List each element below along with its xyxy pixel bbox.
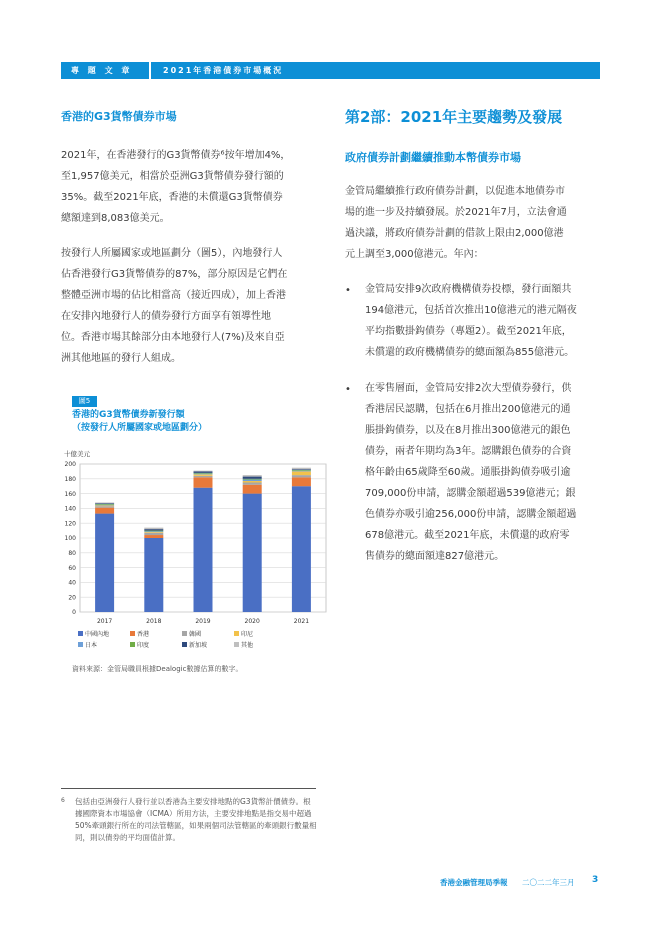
y-tick-label: 140 [64, 505, 76, 513]
paragraph-issuer-breakdown [61, 243, 287, 369]
bar-segment [292, 477, 311, 486]
footnote-divider [61, 788, 316, 789]
text-line: 未償還的政府機構債券的總面額為855億港元。 [365, 347, 575, 358]
x-tick-label: 2019 [195, 618, 211, 625]
bar-segment [292, 469, 311, 470]
legend-label: 新加坡 [189, 642, 208, 649]
bullet-retail [365, 378, 576, 567]
bar-segment [292, 471, 311, 472]
y-tick-label: 0 [72, 609, 76, 617]
chart-title [72, 409, 207, 435]
bar-segment [144, 529, 163, 530]
paragraph-gbp [345, 181, 567, 265]
bar-segment [292, 486, 311, 612]
bar-segment [144, 528, 163, 529]
bar-segment [292, 470, 311, 471]
bar-segment [194, 477, 213, 487]
bar-segment [292, 475, 311, 477]
section-heading: 香港的G3貨幣債券市場 [61, 110, 177, 123]
legend-label: 其他 [241, 642, 254, 649]
legend-swatch [130, 642, 135, 647]
footnote-text: 包括由亞洲發行人發行並以香港為主要安排地點的G3貨幣計價債券。根據國際資本市場協會（ICMA）所用方法，主要安排地點是指交易中超過50%牽頭銀行所在的司法管轄區，如果兩個司法管轄區的牽頭銀行數量相同，則以債券的平均面值計算。 [75, 797, 317, 842]
legend-swatch [234, 631, 239, 636]
y-tick-label: 40 [68, 579, 76, 587]
bar-segment [144, 531, 163, 532]
text-line: 194億港元，包括首次推出10億港元的港元隔夜 [365, 305, 577, 316]
text-line: 平均指數掛鈎債券（專題2）。截至2021年底， [365, 326, 572, 337]
text-line: 至1,957億美元，相當於亞洲G3貨幣債券發行額的 [61, 171, 284, 182]
legend-label: 日本 [85, 642, 98, 649]
legend-label: 香港 [137, 631, 150, 638]
bullet-marker: • [345, 285, 351, 296]
bar-segment [243, 479, 262, 480]
legend-swatch [130, 631, 135, 636]
text-line: 債券，兩者年期均為3年。認購銀色債券的合資 [365, 446, 572, 457]
y-tick-label: 20 [68, 594, 76, 602]
legend-swatch [182, 631, 187, 636]
y-tick-label: 120 [64, 520, 76, 528]
chart-subtitle-line: （按發行人所屬國家或地區劃分） [72, 423, 208, 433]
bar-segment [243, 477, 262, 479]
text-line: 在零售層面，金管局安排2次大型債券發行，供 [365, 383, 572, 394]
bar-segment [95, 506, 114, 507]
y-tick-label: 160 [64, 490, 76, 498]
y-axis-unit-label: 十億美元 [64, 450, 90, 458]
bar-segment [144, 533, 163, 535]
running-title: 2021年香港債券市場概況 [151, 62, 600, 79]
footnote-number: 6 [61, 797, 65, 804]
legend-swatch [234, 642, 239, 647]
bar-segment [243, 494, 262, 612]
legend-label: 中國內地 [85, 631, 110, 638]
bar-segment [144, 531, 163, 532]
text-line: 678億港元。截至2021年底，未償還的政府零 [365, 530, 570, 541]
text-line: 在安排內地發行人的債券發行方面享有領導性地 [61, 311, 271, 322]
text-line: 過決議，將政府債券計劃的借款上限由2,000億港 [345, 228, 564, 239]
x-tick-label: 2021 [293, 618, 310, 625]
bar-segment [144, 532, 163, 533]
bar-segment [243, 485, 262, 494]
legend-swatch [78, 631, 83, 636]
text-line: 場的進一步及持續發展。於2021年7月，立法會通 [345, 207, 567, 218]
paragraph-g3-overview [61, 145, 290, 229]
text-line: 709,000份申請，認購金額超過539億港元；銀 [365, 488, 576, 499]
chart-number-badge: 圖5 [72, 396, 97, 407]
bar-segment [194, 488, 213, 612]
sub-heading: 政府債券計劃繼續推動本幣債券市場 [345, 151, 521, 164]
bar-segment [292, 468, 311, 469]
text-line: 色債券亦吸引逾256,000份申請，認購金額超過 [365, 509, 577, 520]
y-tick-label: 180 [64, 476, 76, 483]
bar-segment [194, 473, 213, 474]
bar-segment [194, 474, 213, 475]
text-line: 金管局繼續推行政府債券計劃，以促進本地債券市 [345, 186, 565, 197]
x-tick-label: 2018 [146, 618, 162, 625]
publication-name: 香港金融管理局季報 [440, 878, 508, 887]
bar-segment [243, 480, 262, 481]
bar-segment [95, 503, 114, 504]
text-line: 按發行人所屬國家或地區劃分（圖5），內地發行人 [61, 248, 283, 259]
bar-segment [95, 505, 114, 506]
legend-label: 印度 [137, 642, 150, 649]
y-tick-label: 80 [68, 550, 76, 557]
text-line: 洲其他地區的發行人組成。 [61, 353, 181, 364]
bar-segment [243, 475, 262, 476]
bar-segment [95, 508, 114, 514]
text-line: 售債券的總面額達827億港元。 [365, 551, 505, 562]
text-line: 香港居民認購，包括在6月推出200億港元的通 [365, 404, 571, 415]
legend-swatch [182, 642, 187, 647]
y-tick-label: 200 [64, 461, 76, 469]
y-tick-label: 60 [68, 564, 76, 572]
bar-segment [243, 483, 262, 485]
y-tick-label: 100 [64, 535, 76, 543]
bar-segment [243, 481, 262, 482]
section-label: 專 題 文 章 [61, 62, 149, 79]
bar-segment [95, 505, 114, 506]
bar-segment [194, 474, 213, 475]
bar-segment [194, 471, 213, 472]
bar-segment [194, 471, 213, 472]
source-note: 資料來源：金管局職員根據Dealogic數據估算的數字。 [72, 665, 243, 673]
x-tick-label: 2017 [96, 618, 113, 625]
bar-segment [144, 535, 163, 538]
text-line: 元上調至3,000億港元。年內： [345, 249, 484, 260]
legend-label: 印尼 [241, 631, 254, 638]
x-tick-label: 2020 [244, 618, 260, 625]
bar-segment [292, 471, 311, 475]
bar-segment [95, 504, 114, 505]
text-line: 2021年，在香港發行的G3貨幣債券⁶按年增加4%， [61, 150, 291, 161]
bar-segment [95, 502, 114, 503]
page-number: 3 [592, 875, 599, 885]
bullet-marker: • [345, 384, 351, 395]
text-line: 位。香港市場其餘部分由本地發行人(7%)及來自亞 [61, 332, 285, 343]
bar-segment [194, 476, 213, 477]
part-heading: 第2部：2021年主要趨勢及發展 [345, 108, 563, 126]
bar-segment [95, 514, 114, 612]
text-line: 佔香港發行G3貨幣債券的87%，部分原因是它們在 [61, 269, 288, 280]
text-line: 脹掛鈎債券，以及在8月推出300億港元的銀色 [365, 425, 571, 436]
chart-title-line: 香港的G3貨幣債券新發行額 [72, 410, 185, 420]
text-line: 格年齡由65歲降至60歲。通脹掛鈎債券吸引逾 [365, 467, 571, 478]
publication-date: 二〇二二年三月 [522, 878, 575, 887]
text-line: 金管局安排9次政府機構債券投標，發行面額共 [365, 284, 572, 295]
bar-segment [144, 538, 163, 612]
bullet-institutional [365, 279, 577, 363]
legend-swatch [78, 642, 83, 647]
text-line: 35%。截至2021年底，香港的未償還G3貨幣債券 [61, 192, 283, 203]
stacked-bar-chart [60, 448, 330, 674]
text-line: 整體亞洲市場的佔比相當高（接近四成），加上香港 [61, 290, 286, 301]
text-line: 總額達到8,083億美元。 [61, 213, 170, 224]
legend-label: 韓國 [189, 631, 202, 638]
